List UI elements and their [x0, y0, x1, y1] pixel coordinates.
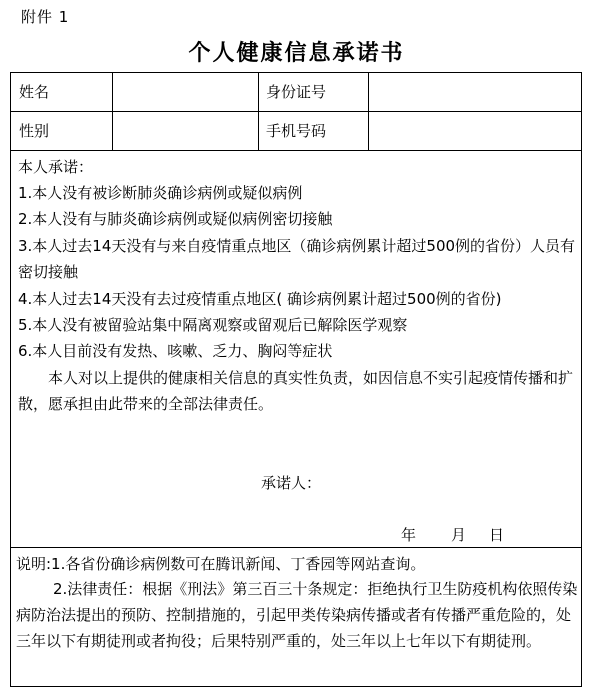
- date-year-label: 年: [401, 526, 417, 544]
- date-month-label: 月: [451, 526, 467, 544]
- pledge-form: [10, 72, 582, 687]
- pledge-item: 2.本人没有与肺炎确诊病例或疑似病例密切接触: [18, 210, 333, 228]
- attachment-label: 附件 1: [21, 8, 70, 26]
- name-label: 姓名: [19, 83, 50, 101]
- gender-field[interactable]: [113, 112, 258, 150]
- phone-label: 手机号码: [266, 122, 327, 140]
- phone-field[interactable]: [369, 112, 581, 150]
- id-number-label: 身份证号: [266, 83, 327, 101]
- date-day-label: 日: [489, 526, 505, 544]
- pledge-statement: 本人对以上提供的健康相关信息的真实性负责，如因信息不实引起疫情传播和扩散，愿承担由此带来的全部法律责任。: [18, 369, 574, 413]
- pledge-item: 5.本人没有被留验站集中隔离观察或留观后已解除医学观察: [18, 316, 408, 334]
- pledge-intro: 本人承诺：: [18, 158, 94, 176]
- name-field[interactable]: [113, 73, 258, 111]
- pledge-item: 6.本人目前没有发热、咳嗽、乏力、胸闷等症状: [18, 342, 333, 360]
- row-divider: [11, 150, 581, 151]
- row-divider: [11, 547, 581, 548]
- pledge-item: 3.本人过去14天没有与来自疫情重点地区（确诊病例累计超过500例的省份）人员有密切接触: [18, 237, 576, 281]
- id-number-field[interactable]: [369, 73, 581, 111]
- pledge-item: 1.本人没有被诊断肺炎确诊病例或疑似病例: [18, 184, 303, 202]
- note-1: 说明:1.各省份确诊病例数可在腾讯新闻、丁香园等网站查询。: [16, 555, 426, 573]
- column-divider: [258, 73, 259, 150]
- signature-field[interactable]: [331, 465, 531, 495]
- pledge-item: 4.本人过去14天没有去过疫情重点地区( 确诊病例累计超过500例的省份): [18, 290, 502, 308]
- note-2: 2.法律责任：根据《刑法》第三百三十条规定：拒绝执行卫生防疫机构依照传染病防治法提出的预防、控制措施的，引起甲类传染病传播或者有传播严重危险的，处三年以下有期徒刑或者拘役；后果特别严重的，处三年以上七年以下有期徒刑。: [16, 580, 578, 650]
- page-title: 个人健康信息承诺书: [188, 41, 405, 66]
- gender-label: 性别: [19, 122, 50, 140]
- signer-label: 承诺人：: [261, 474, 322, 492]
